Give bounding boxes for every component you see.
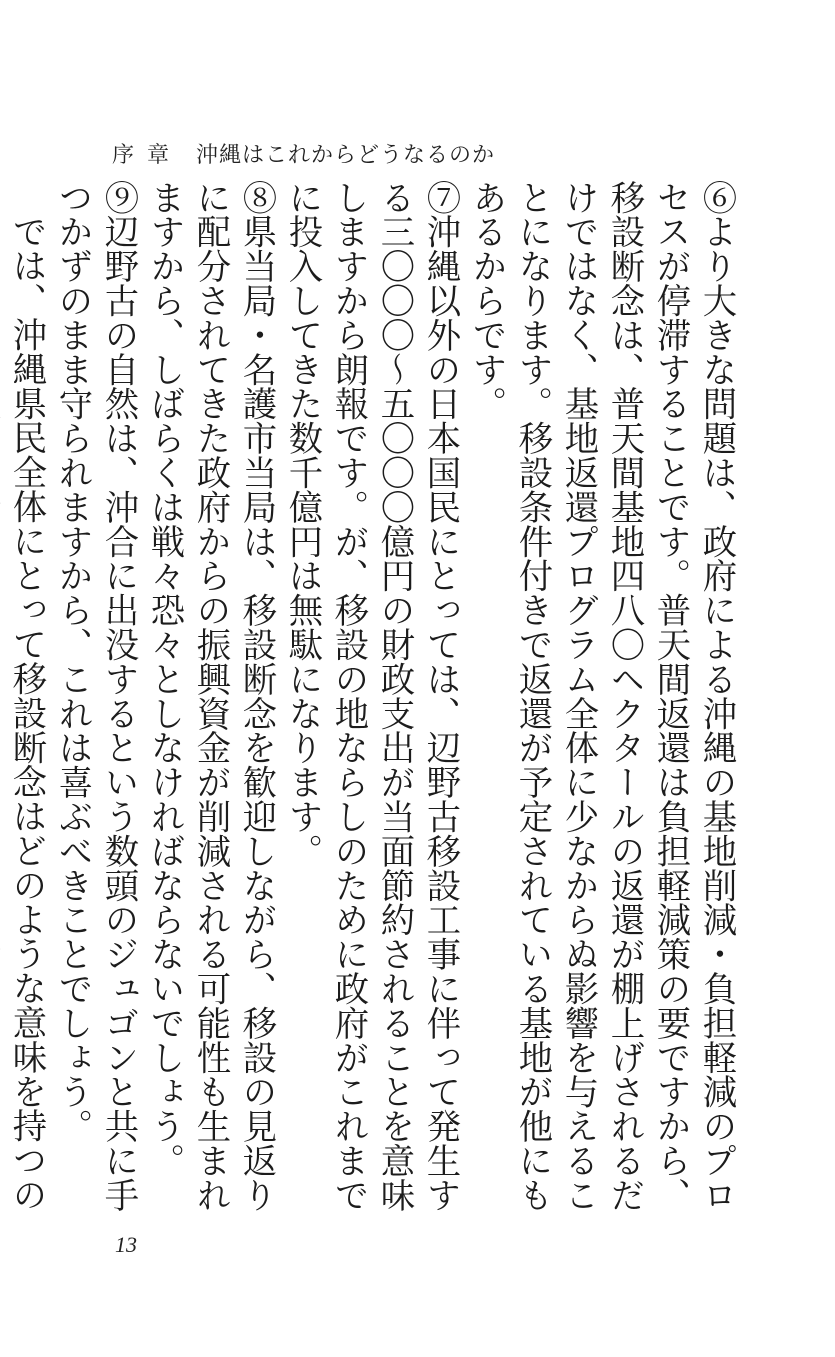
- paragraph-9: ⑨辺野古の自然は、沖合に出没するという数頭のジュゴンと共に手つかずのまま守られますから、これは喜ぶべきことでしょう。: [52, 180, 138, 1212]
- paragraph-conclusion: では、沖縄県民全体にとって移設断念はどのような意味を持つの: [6, 214, 46, 1212]
- paragraph-7: ⑦沖縄以外の日本国民にとっては、辺野古移設工事に伴って発生する三〇〇〇〜五〇〇〇億円の財政支出が当面節約されることを意味しますから朗報です。が、移設の地ならしのために政府がこれまでに投入してきた数千億円は無駄になります。: [282, 180, 460, 1212]
- paragraph-8: ⑧県当局・名護市当局は、移設断念を歓迎しながら、移設の見返りに配分されてきた政府からの振興資金が削減される可能性も生まれますから、しばらくは戦々恐々としなければならないでしょう。: [144, 180, 276, 1212]
- chapter-label: 序: [112, 143, 136, 168]
- running-header: [112, 138, 495, 169]
- chapter-suffix: 章: [147, 143, 171, 168]
- paragraph-6: ⑥より大きな問題は、政府による沖縄の基地削減・負担軽減のプロセスが停滞することです。普天間返還は負担軽減策の要ですから、移設断念は、普天間基地四八〇ヘクタールの返還が棚上げされるだけではなく、基地返還プログラム全体に少なからぬ影響を与えることになります。移設条件付きで返還が予定されている基地が他にもあるからです。: [466, 180, 736, 1212]
- chapter-title: 沖縄はこれからどうなるのか: [196, 143, 496, 168]
- page-number: 13: [115, 1232, 137, 1257]
- body-text: [6, 180, 739, 1212]
